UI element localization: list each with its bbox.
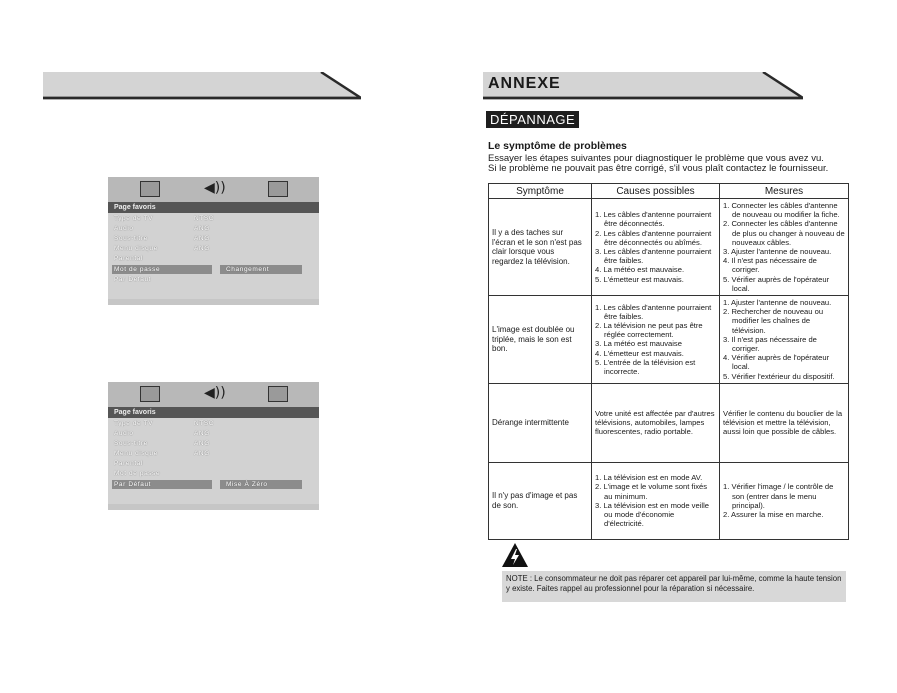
causes-cell: 1. La télévision est en mode AV. 2. L'image et le volume sont fixés au minimum. 3. La télévision est en mode veille ou mode d'économie d'électricité. <box>592 462 720 539</box>
section-label: DÉPANNAGE <box>486 111 579 128</box>
measures-cell: Vérifier le contenu du bouclier de la télévision et mettre la télévision, aussi loin que possible de câbles. <box>720 383 849 462</box>
page-title: ANNEXE <box>488 75 561 92</box>
change-password-button[interactable]: Changement <box>220 265 302 274</box>
menu-row[interactable]: Par Défaut <box>114 276 152 283</box>
measures-cell: 1. Connecter les câbles d'antenne de nouveau ou modifier la fiche. 2. Connecter les câbles d'antenne de plus ou changer à nouveau de nouveaux câbles. 3. Ajuster l'antenne de nouveau. 4. Il n'est pas nécessaire de corriger. 5. Vérifier auprès de l'opérateur local. <box>720 199 849 296</box>
symptom-cell: Il n'y pas d'image et pas de son. <box>489 462 592 539</box>
reset-button[interactable]: Mise À Zéro <box>220 480 302 489</box>
menu-row-selected[interactable]: Mot de passe <box>112 265 212 274</box>
audio-setup-icon: ◀)) <box>204 180 226 196</box>
troubleshooting-table <box>488 183 849 540</box>
left-page-header-tab <box>43 72 361 100</box>
menu-row[interactable]: Parental <box>114 255 144 262</box>
page-title: Page favoris <box>108 202 319 213</box>
audio-setup-icon: ◀)) <box>204 385 226 401</box>
menu-row[interactable]: Sous-titre ANG <box>114 440 210 447</box>
table-row <box>489 383 849 462</box>
table-row <box>489 462 849 539</box>
general-setup-icon <box>140 181 160 197</box>
table-row <box>489 296 849 384</box>
menu-row[interactable]: Type de TV NTSC <box>114 215 215 222</box>
menu-row[interactable]: Sous-titre ANG <box>114 235 210 242</box>
measures-cell: 1. Ajuster l'antenne de nouveau. 2. Rechercher de nouveau ou modifier les chaînes de télévision. 3. Il n'est pas nécessaire de corriger. 4. Vérifier auprès de l'opérateur local. 5. Vérifier l'extérieur du dispositif. <box>720 296 849 384</box>
general-setup-icon <box>140 386 160 402</box>
menu-row[interactable]: Menu disque ANG <box>114 450 210 457</box>
menu-row[interactable]: Audio ANG <box>114 225 210 232</box>
column-header: Mesures <box>720 184 849 199</box>
page-title: Page favoris <box>108 407 319 418</box>
intro-text: Si le problème ne pouvait pas être corrigé, s'il vous plaît contactez le fournisseur. <box>488 163 829 174</box>
section-subtitle: Le symptôme de problèmes <box>488 140 627 152</box>
menu-row[interactable]: Audio ANG <box>114 430 210 437</box>
causes-cell: 1. Les câbles d'antenne pourraient être déconnectés. 2. Les câbles d'antenne pourraient être déconnectés ou abîmés. 3. Les câbles d'antenne pourraient être faibles. 4. La météo est mauvaise. 5. L'émetteur est mauvais. <box>592 199 720 296</box>
menu-row[interactable]: Mot de passe <box>114 470 161 477</box>
high-voltage-warning-icon <box>501 542 529 568</box>
menu-row[interactable]: Type de TV NTSC <box>114 420 215 427</box>
tv-menu-screenshot-2 <box>108 382 319 510</box>
measures-cell: 1. Vérifier l'image / le contrôle de son (entrer dans le menu principal). 2. Assurer la mise en marche. <box>720 462 849 539</box>
intro-text: Essayer les étapes suivantes pour diagnostiquer le problème que vous avez vu. <box>488 153 824 164</box>
symptom-cell: L'image est doublée ou triplée, mais le son est bon. <box>489 296 592 384</box>
causes-cell: Votre unité est affectée par d'autres télévisions, automobiles, lampes fluorescentes, radio portable. <box>592 383 720 462</box>
symptom-cell: Il y a des taches sur l'écran et le son n'est pas clair lorsque vous regardez la télévision. <box>489 199 592 296</box>
menu-row[interactable]: Parental <box>114 460 144 467</box>
safety-note: NOTE : Le consommateur ne doit pas réparer cet appareil par lui-même, comme la haute tension y existe. Faites rappel au professionnel pour la réparation si nécessaire. <box>502 571 846 602</box>
menu-row[interactable]: Menu disque ANG <box>114 245 210 252</box>
tv-menu-screenshot-1 <box>108 177 319 305</box>
column-header: Symptôme <box>489 184 592 199</box>
preference-icon <box>268 386 288 402</box>
symptom-cell: Dérange intermittente <box>489 383 592 462</box>
table-row <box>489 199 849 296</box>
preference-icon <box>268 181 288 197</box>
causes-cell: 1. Les câbles d'antenne pourraient être faibles. 2. La télévision ne peut pas être réglée correctement. 3. La météo est mauvaise 4. L'émetteur est mauvais. 5. L'entrée de la télévision est incorrecte. <box>592 296 720 384</box>
column-header: Causes possibles <box>592 184 720 199</box>
menu-row-selected[interactable]: Par Défaut <box>112 480 212 489</box>
